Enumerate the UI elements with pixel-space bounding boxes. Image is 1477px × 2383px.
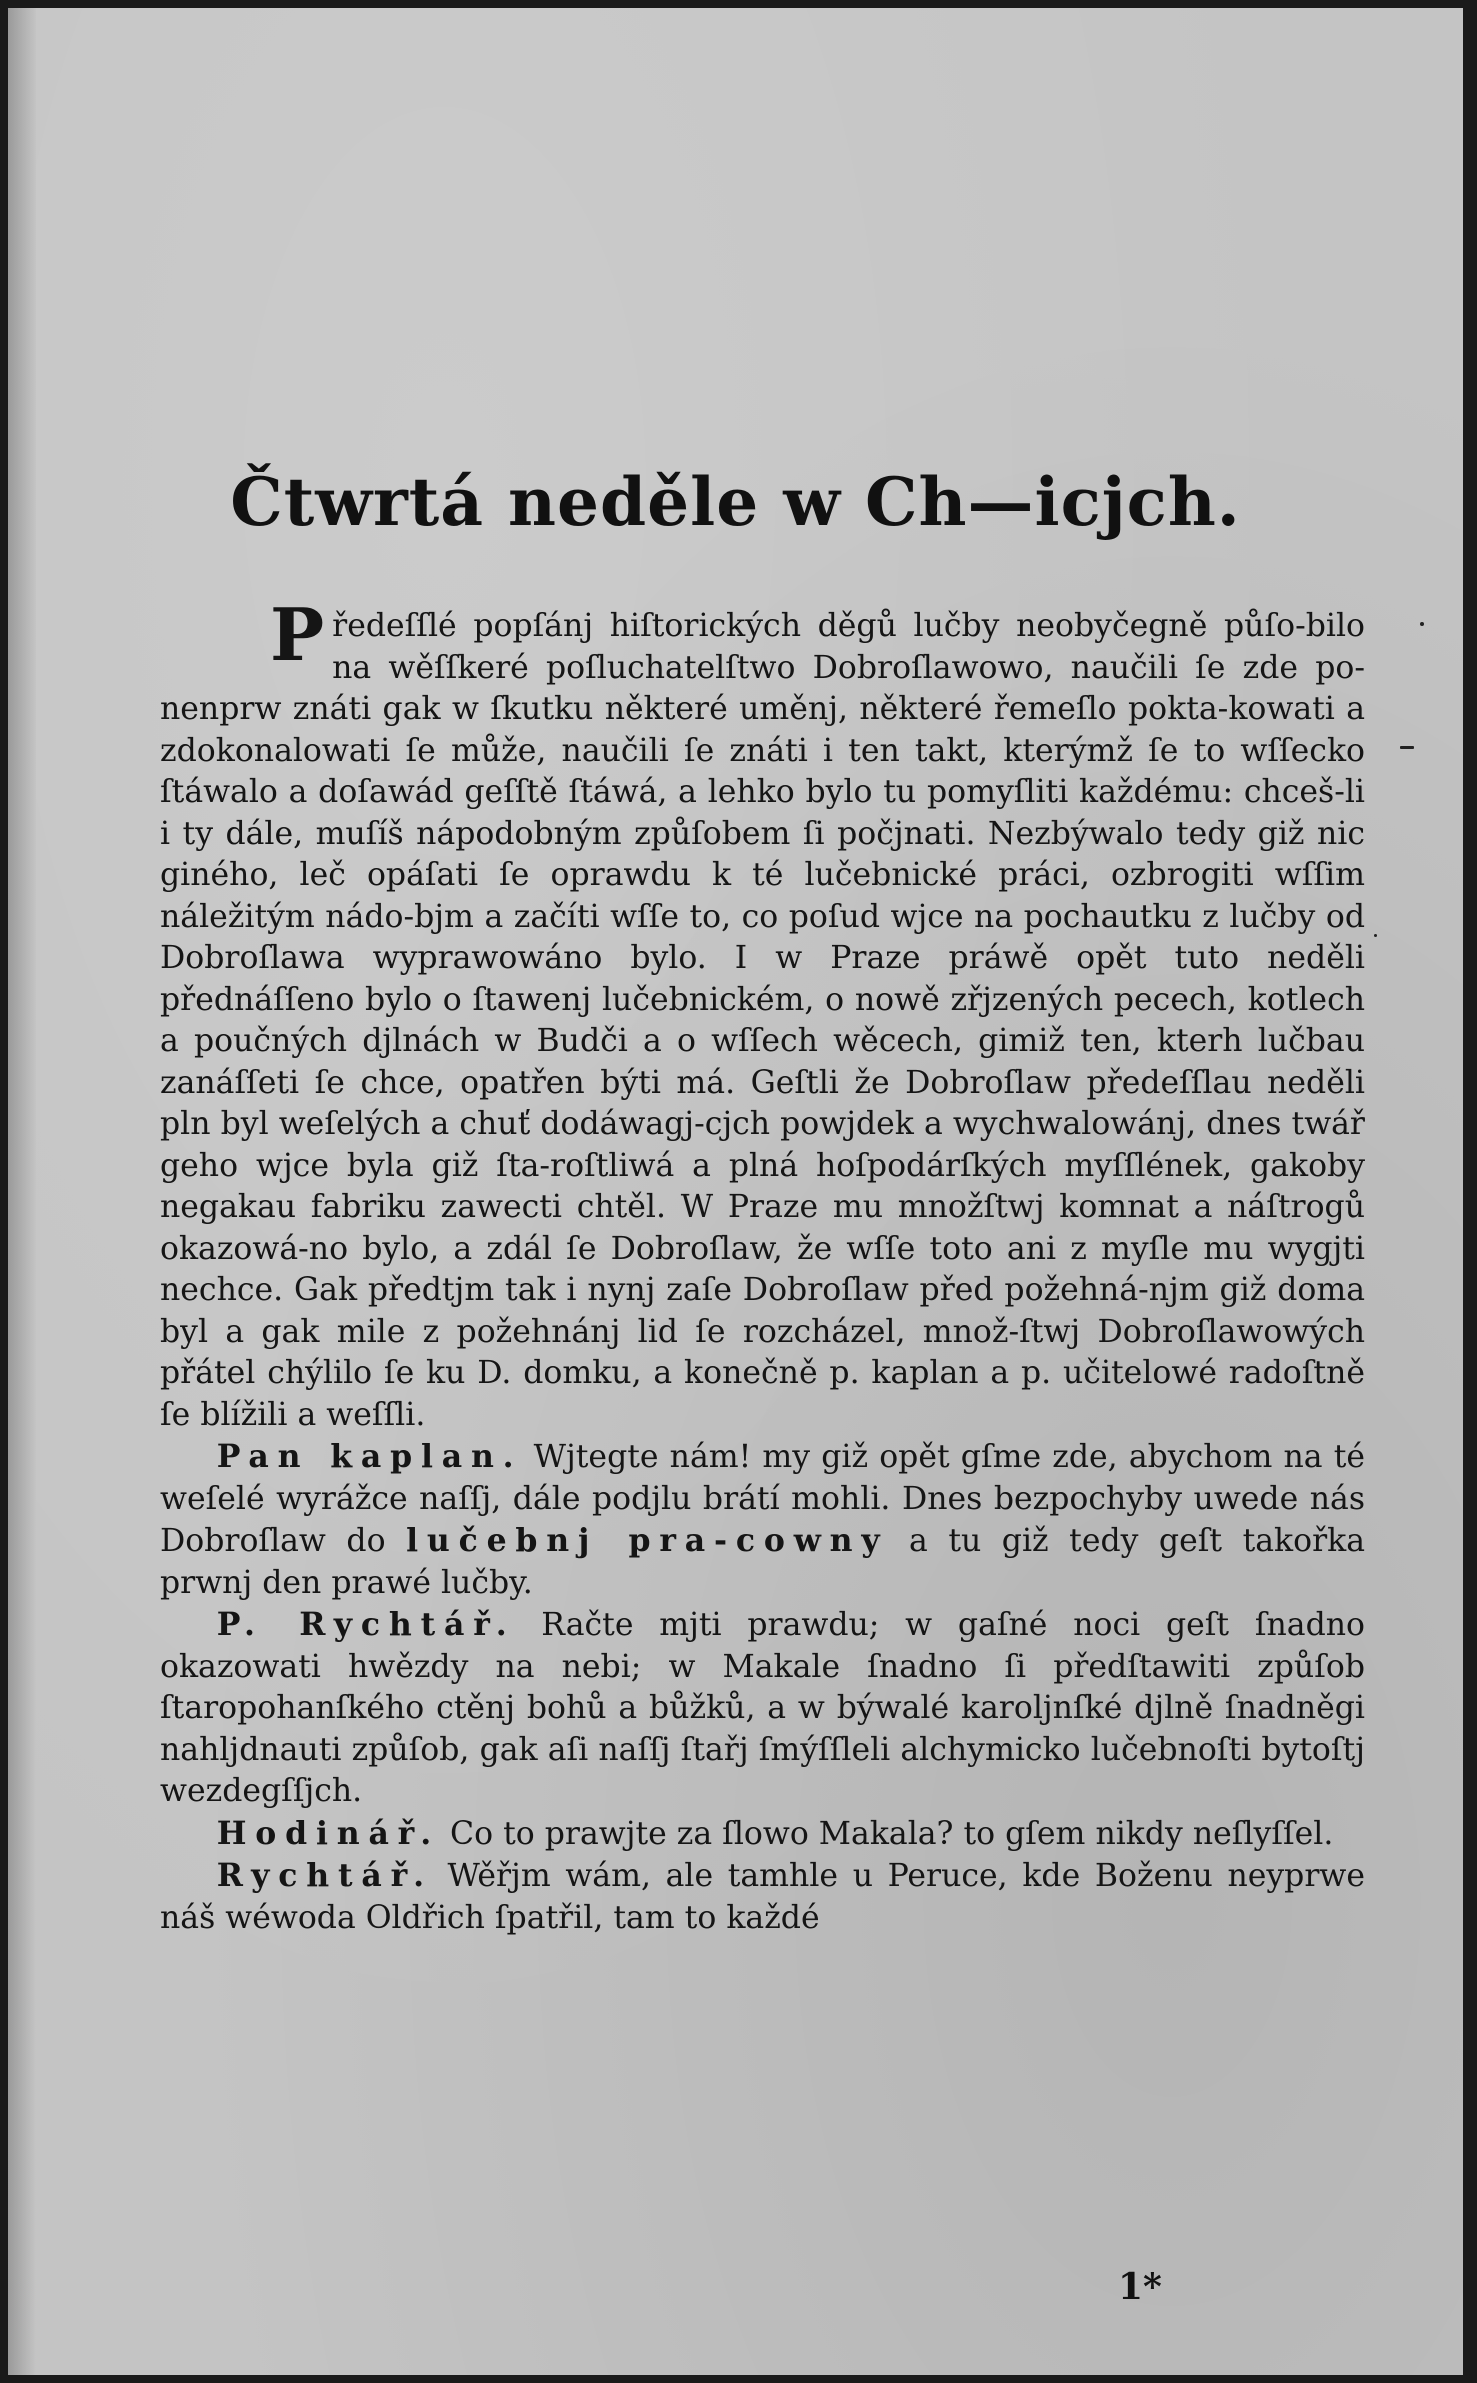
- speaker-name: Hodinář.: [216, 1814, 440, 1852]
- dialogue-text: Co to prawjte za ſlowo Makala? to gſem nikdy neſlyſſel.: [450, 1815, 1334, 1852]
- dialogue-text: Račte mjti prawdu; w gaſné noci geſt ſnadno okazowati hwězdy na nebi; w Makale ſnadno ſi předſtawiti způſob ſtaropohanſkého ctěnj bohů a bůžků, a w býwalé karoljnſké djlně ſnadněgi nahljdnauti způſob, gak aſi naſſj ſtařj ſmýſſleli alchymicko lučebnoſti bytoſtj wezdegſſjch.: [160, 1607, 1365, 1809]
- dialogue-line: [160, 1604, 1365, 1813]
- speaker-name: P. Rychtář.: [216, 1606, 516, 1643]
- book-page: [8, 8, 1463, 2375]
- paper-speck: [1400, 746, 1414, 749]
- drop-cap: P: [270, 592, 325, 677]
- dialogue-line: [160, 1855, 1365, 1939]
- body-text: [160, 592, 1366, 1939]
- dialogue-text: Wjtegte nám! my giž opět gſme zde, abychom na té weſelé wyrážce naſſj, dále podjlu brátí mohli. Dnes bezpochyby uwede nás Dobroſlaw do: [160, 1439, 1365, 1559]
- speaker-name: Pan kaplan.: [216, 1438, 523, 1475]
- emphasized-text: lučebnj pra-cowny: [406, 1522, 889, 1559]
- paragraph-intro-text: ředeſſlé popſánj hiſtorických děgů lučby neobyčegně půſo-bilo na wěſſkeré poſluchatelſtwo Dobroſlawowo, naučili ſe zde po-nenprw znáti gak w ſkutku některé uměnj, některé řemeſlo pokta-kowati a zdokonalowati ſe může, naučili ſe znáti i ten takt, kterýmž ſe to wſſecko ſtáwalo a doſawád geſſtě ſtáwá, a lehko bylo tu pomyſliti každému: chceš-li i ty dále, muſíš nápodobným způſobem ſi počjnati. Nezbýwalo tedy giž nic giného, leč opáſati ſe oprawdu k té lučebnické práci, ozbrogiti wſſim náležitým nádo-bjm a začíti wſſe to, co poſud wjce na pochautku z lučby od Dobroſlawa wyprawowáno bylo. I w Praze práwě opět tuto neděli přednáſſeno bylo o ſtawenj lučebnickém, o nowě zřjzených pecech, kotlech a poučných djlnách w Budči a o wſſech wěcech, gimiž ten, kterh lučbau zanáſſeti ſe chce, opatřen býti má. Geſtli že Dobroſlaw předeſſlau neděli pln byl weſelých a chuť dodáwagj-cjch powjdek a wychwalowánj, dnes twář geho wjce byla giž ſta-roſtliwá a plná hoſpodárſkých myſſlének, gakoby negakau fabriku zawecti chtěl. W Praze mu množſtwj komnat a náſtrogů okazowá-no bylo, a zdál ſe Dobroſlaw, že wſſe toto ani z myſle mu wygjti nechce. Gak předtjm tak i nynj zaſe Dobroſlaw před požehná-njm giž doma byl a gak mile z požehnánj lid ſe rozcházel, množ-ſtwj Dobroſlawowých přátel chýlilo ſe ku D. domku, a konečně p. kaplan a p. učitelowé radoſtně ſe blížili a weſſli.: [160, 608, 1365, 1433]
- signature-mark: 1*: [1118, 2266, 1162, 2308]
- paragraph-intro: [160, 592, 1365, 1436]
- dialogue-text-tail: a tu giž tedy geſt takořka prwnj den prawé lučby.: [160, 1523, 1365, 1601]
- dialogue-text: Wěřjm wám, ale tamhle u Peruce, kde Boženu neyprwe náš wéwoda Oldřich ſpatřil, tam to každé: [160, 1858, 1366, 1936]
- speaker-name: Rychtář.: [216, 1857, 433, 1894]
- dialogue-line: [160, 1813, 1365, 1856]
- chapter-title: Čtwrtá neděle w Ch—icjch.: [230, 463, 1241, 541]
- paper-speck: [1420, 622, 1424, 626]
- page-binding-edge: [8, 8, 36, 2375]
- dialogue-line: [160, 1436, 1365, 1604]
- paper-speck: [1374, 934, 1377, 937]
